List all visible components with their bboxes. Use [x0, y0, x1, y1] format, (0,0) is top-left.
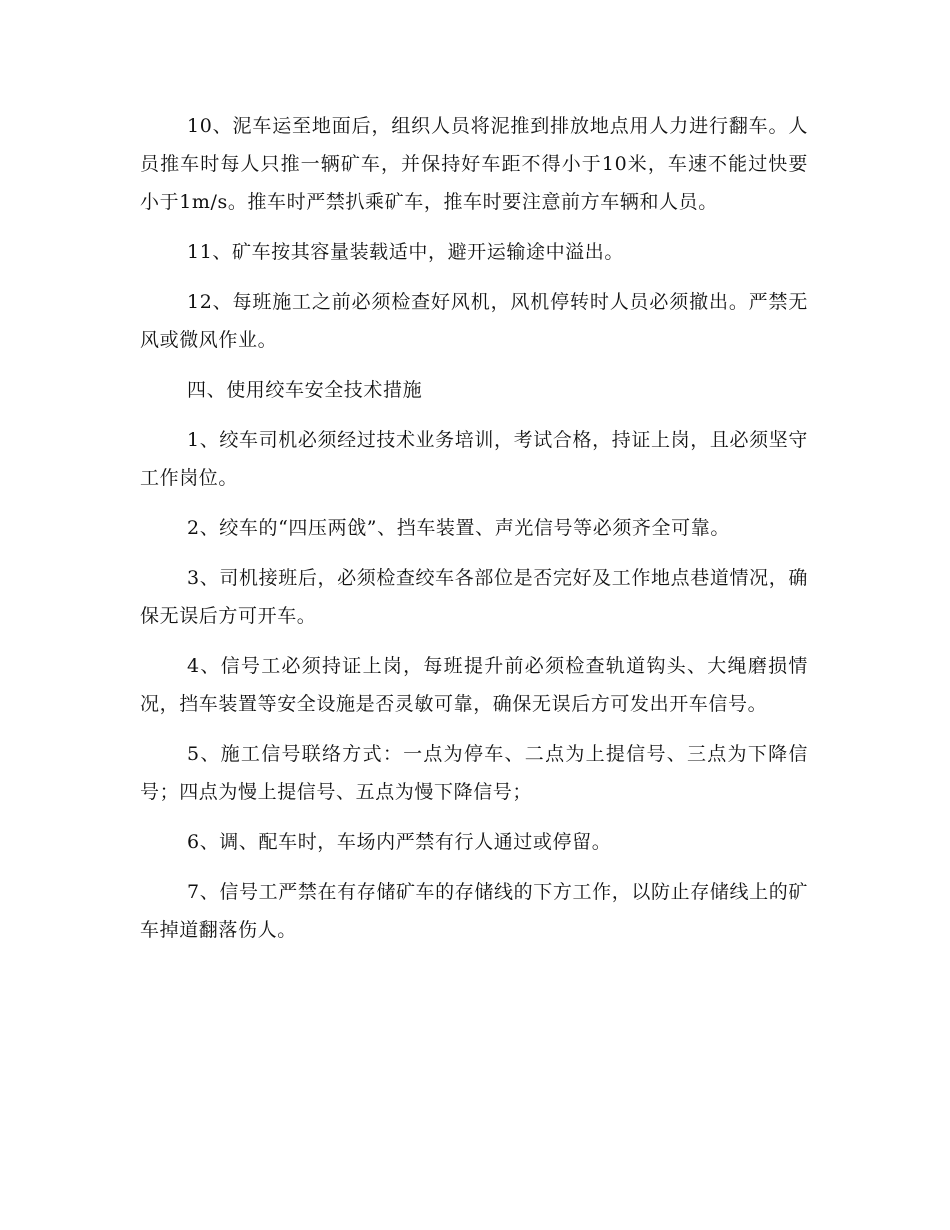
- paragraph-item-5: 5、施工信号联络方式：一点为停车、二点为上提信号、三点为下降信号；四点为慢上提信号、五点为慢下降信号；: [140, 743, 808, 803]
- document-page: [140, 107, 808, 961]
- paragraph-item-7: 7、信号工严禁在有存储矿车的存储线的下方工作，以防止存储线上的矿车掉道翻落伤人。: [140, 881, 808, 941]
- paragraph-item-6: 6、调、配车时，车场内严禁有行人通过或停留。: [187, 831, 612, 853]
- paragraph-item-2: 2、绞车的“四压两戗”、挡车装置、声光信号等必须齐全可靠。: [187, 517, 730, 539]
- paragraph-item-10: 10、泥车运至地面后，组织人员将泥推到排放地点用人力进行翻车。人员推车时每人只推一辆矿车，并保持好车距不得小于10米，车速不能过快要小于1m/s。推车时严禁扒乘矿车，推车时要注意前方车辆和人员。: [140, 115, 808, 213]
- paragraph-item-4: 4、信号工必须持证上岗，每班提升前必须检查轨道钩头、大绳磨损情况，挡车装置等安全设施是否灵敏可靠，确保无误后方可发出开车信号。: [140, 655, 808, 715]
- paragraph-item-11: 11、矿车按其容量装载适中，避开运输途中溢出。: [187, 241, 624, 263]
- paragraph-item-12: 12、每班施工之前必须检查好风机，风机停转时人员必须撤出。严禁无风或微风作业。: [140, 291, 808, 351]
- paragraph-item-1: 1、绞车司机必须经过技术业务培训，考试合格，持证上岗，且必须坚守工作岗位。: [140, 429, 808, 489]
- paragraph-item-3: 3、司机接班后，必须检查绞车各部位是否完好及工作地点巷道情况，确保无误后方可开车。: [140, 567, 808, 627]
- section-heading-winch-safety: 四、使用绞车安全技术措施: [187, 379, 423, 401]
